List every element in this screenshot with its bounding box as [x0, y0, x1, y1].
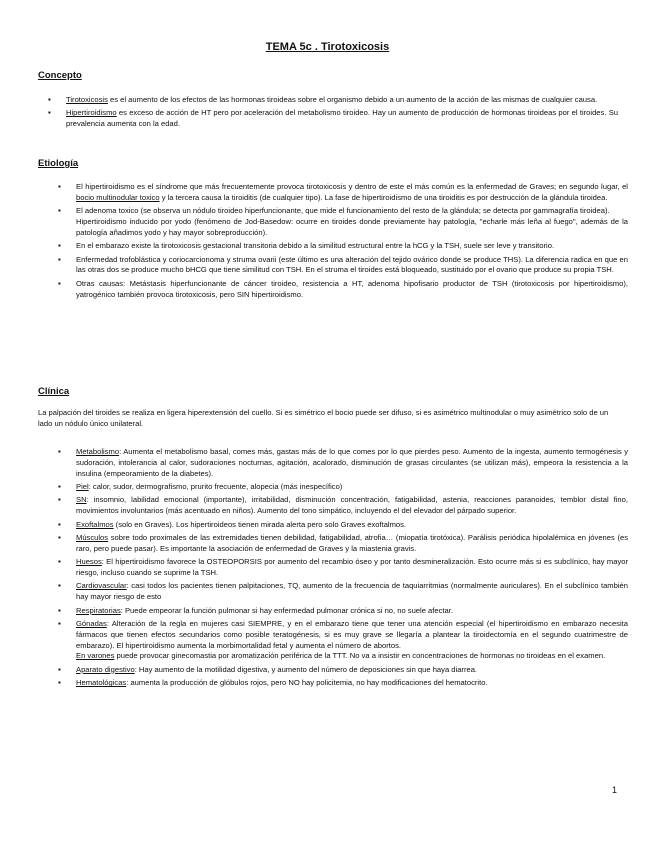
- etiologia-text: Enfermedad trofoblástica y coriocarcionoma y struma ovarii (este último es una alteración del tejido ovárico donde se produce THS). La diferencia radica en que en las otras dos se produce mucho bHCG que tiene similitud con TSH. En el struma el tiroides está bloqueado, sustituido por el ovario que produce su propia TSH.: [76, 254, 628, 275]
- clinica-term: SN: [76, 495, 87, 505]
- etiologia-item: [76, 182, 628, 204]
- clinica-text: : insomnio, labilidad emocional (importante), irritabilidad, disminución concentración, fatigabilidad, astenia, reacciones paranoides, temblor distal fino, movimientos involuntarios (más acentuado en niños). Aumento del tono simpático, incluyendo el del elevador del párpado superior.: [76, 495, 628, 516]
- clinica-extra-term: En varones: [76, 651, 115, 661]
- clinica-text: : El hipertiroidismo favorece la OSTEOPORSIS por aumento del recambio óseo y por tanto desmineralización. Esto ocurre más si es subclínico, hay mayor riesgo, incluso cuando se suprime la TSH.: [76, 557, 628, 577]
- clinica-text: (solo en Graves). Los hipertiroideos tienen mirada alerta pero solo Graves exoftalmos.: [113, 519, 407, 529]
- clinica-text: : Hay aumento de la motilidad digestiva, y aumento del número de deposiciones sin que haya diarrea.: [134, 664, 478, 674]
- clinica-item: [76, 606, 628, 617]
- concepto-item: [66, 95, 618, 106]
- clinica-item: [76, 678, 628, 689]
- etiologia-item: [76, 255, 628, 277]
- clinica-item: [76, 482, 628, 493]
- clinica-text: : casi todos los pacientes tienen palpitaciones, TQ, aumento de la frecuencia de taquiarritmias (normalmente auriculares). En el subclínico también hay mayor riesgo de esto: [76, 581, 628, 602]
- clinica-item: [76, 619, 628, 662]
- page-number: 1: [611, 785, 617, 795]
- clinica-item: [76, 557, 628, 579]
- clinica-item: [76, 520, 628, 531]
- etiologia-text: El adenoma toxico (se observa un nódulo tiroideo hiperfuncionante, que mide el funcionamiento del resto de la glándula; se detecta por gammagrafía tiroidea).: [76, 206, 610, 216]
- clinica-term: Músculos: [76, 532, 109, 542]
- page-title: TEMA 5c . Tirotoxicosis: [265, 41, 390, 53]
- concepto-term: Hipertiroidismo: [66, 108, 117, 118]
- clinica-text: : calor, sudor, dermografismo, prurito frecuente, alopecia (más inespecífico): [88, 481, 343, 491]
- clinica-term: Respiratorias: [76, 605, 121, 615]
- section-concepto: Concepto: [38, 70, 82, 81]
- clinica-list: [76, 447, 628, 691]
- clinica-term: Cardiovascular: [76, 581, 127, 591]
- section-etiologia: Etiología: [38, 158, 79, 169]
- clinica-term: Aparato digestivo: [76, 664, 135, 674]
- etiologia-underlined: bocio multinodular toxico: [76, 192, 160, 202]
- clinica-text: : Aumenta el metabolismo basal, comes más, gastas más de lo que comes por lo que pierdes peso. Aumento de la ingesta, aumento termogénesis y sudoración, intolerancia al calor, sudoraciones nocturnas, agitación, acalorado, disminución de grasas circulantes (se utilizan más), empeora la resistencia a la insulina (empeoramiento de la diabetes).: [76, 447, 628, 478]
- concepto-item: [66, 108, 618, 130]
- clinica-extra: puede provocar ginecomastia por aromatización periférica de la TTT. No va a insistir en concentraciones de hormonas no tiroideas en el examen.: [114, 651, 606, 661]
- clinica-term: Exoftalmos: [76, 519, 114, 529]
- concepto-term: Tirotoxicosis: [66, 95, 108, 104]
- section-clinica: Clínica: [38, 386, 70, 397]
- clinica-text: : Alteración de la regla en mujeres casi SIEMPRE, y en el embarazo tiene que tener una atención especial (el hipertiroidismo en embarazo necesita fármacos que tienen efectos secundarios como posible teratogénesis, si es muy grave se llegaría a plantear la tiroidectomía en el segundo cuatrimestre de embarazo). El hipertiroidismo aumenta la morbimortalidad fetal y aumenta el número de abortos.: [76, 618, 628, 650]
- clinica-text: : Puede empeorar la función pulmonar si hay enfermedad pulmonar crónica si no, no suele afectar.: [120, 605, 453, 615]
- clinica-text: sobre todo proximales de las extremidades tienen debilidad, fatigabilidad, atrofia… (miopatía tirotóxica). Parálisis periódica hipolalémica en jóvenes (es raro, pero puede pasar). Es importante la asociación de enfermedad de Graves y la miastenia gravis.: [76, 532, 628, 553]
- clinica-term: Hematológicas: [76, 678, 127, 688]
- etiologia-text: y la tercera causa la tiroiditis (de cualquier tipo). La fase de hipertiroidismo de una tiroiditis es por destrucción de la glándula tiroidea.: [159, 192, 608, 202]
- concepto-list: [66, 95, 618, 133]
- etiologia-item: [76, 241, 628, 252]
- clinica-item: [76, 495, 628, 517]
- clinica-text: : aumenta la producción de glóbulos rojos, pero NO hay policitemia, no hay modificaciones del hematocrito.: [126, 678, 488, 688]
- clinica-term: Huesos: [76, 557, 102, 567]
- clinica-term: Piel: [76, 481, 89, 491]
- clinica-item: [76, 581, 628, 603]
- etiologia-list: [76, 182, 628, 303]
- etiologia-text: El hipertiroidismo es el síndrome que más frecuentemente provoca tirotoxicosis y dentro de este el más común es la enfermedad de Graves; en segundo lugar, el: [76, 182, 628, 191]
- etiologia-item: [76, 279, 628, 301]
- etiologia-item: [76, 206, 628, 238]
- clinica-intro: La palpación del tiroides se realiza en ligera hiperextensión del cuello. Si es simétrico el bocio puede ser difuso, si es asimétrico multinodular o muy asimétrico solo de un lado un nódulo único unilateral.: [38, 408, 609, 428]
- clinica-term: Metabolismo: [76, 447, 120, 456]
- etiologia-text: En el embarazo existe la tirotoxicosis gestacional transitoria debido a la similitud estructural entre la hCG y la TSH, suele ser leve y transitorio.: [76, 241, 555, 251]
- clinica-term: Gónadas: [76, 618, 107, 628]
- etiologia-extra: Hipertiroidismo inducido por yodo (fenómeno de Jod-Basedow: ocurre en tiroides donde previamente hay patología, "echarle más leña al fuego", además de la patología añadimos yodo y hay mayor sobreproducción).: [76, 216, 628, 237]
- etiologia-text: Otras causas: Metástasis hiperfuncionante de cáncer tiroideo, resistencia a HT, adenoma hipofisario productor de TSH (tirotoxicosis por hipertiroidismo), yatrogénico también provoca tirotoxicosis, pero SIN hipertiroidismo.: [76, 278, 628, 299]
- concepto-text: es exceso de acción de HT pero por aceleración del metabolismo tiroideo. Hay un aumento de producción de hormonas tiroideas por el tiroides. Su prevalencia aumenta con la edad.: [66, 108, 618, 129]
- clinica-item: [76, 665, 628, 676]
- concepto-text: es el aumento de los efectos de las hormonas tiroideas sobre el organismo debido a un aumento de la acción de las mismas de cualquier causa.: [107, 95, 598, 104]
- clinica-item: [76, 533, 628, 555]
- clinica-item: [76, 447, 628, 479]
